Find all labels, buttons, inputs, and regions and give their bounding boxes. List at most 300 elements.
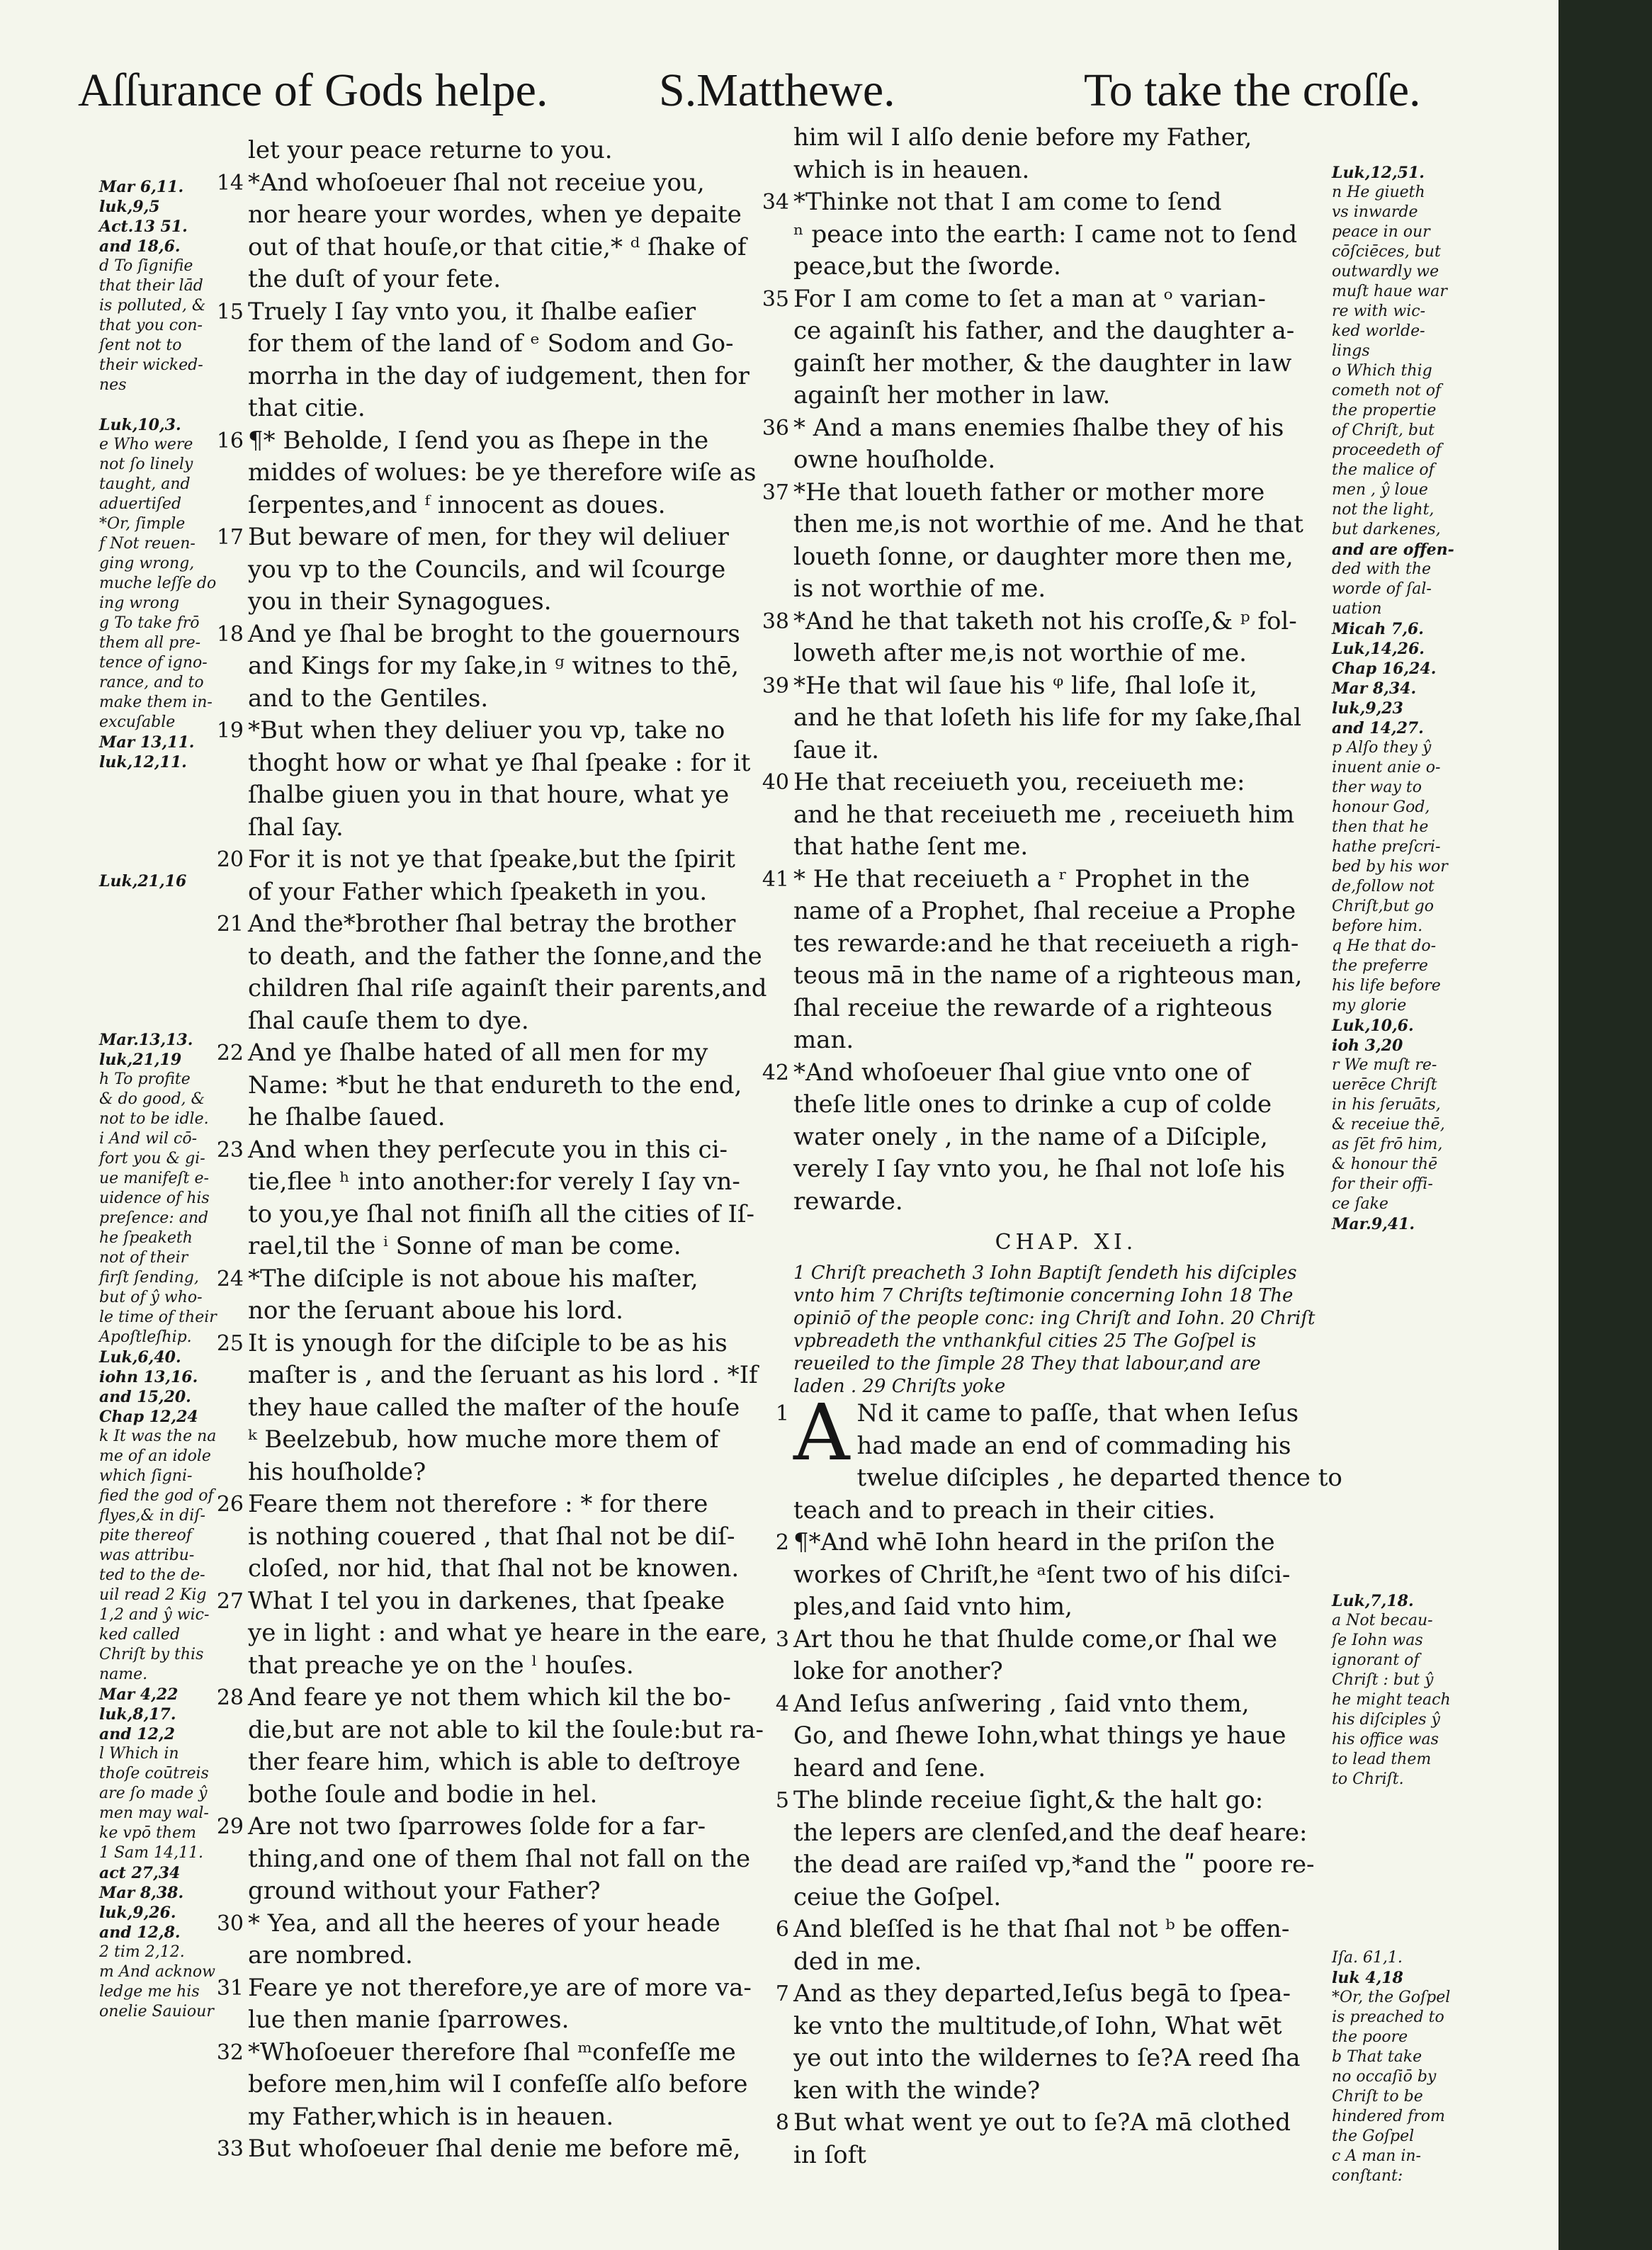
verse-number: 26 <box>216 1492 244 1517</box>
verse-text: out of that houſe,or that citie,* ᵈ ſhake of <box>248 232 747 261</box>
right-column-b-line <box>775 1398 1339 1430</box>
right-column-b-line <box>793 1430 1339 1463</box>
verse-number: 22 <box>216 1041 244 1065</box>
margin-note-line: his diſciples ŷ <box>1332 1711 1440 1729</box>
margin-note-line: g To take frō <box>99 614 200 632</box>
margin-note-line: rance, and to <box>99 674 204 691</box>
left-column-line <box>248 1359 793 1392</box>
margin-note-line: and 14,27. <box>1332 719 1424 737</box>
verse-text: loke for another? <box>793 1657 1003 1685</box>
verse-number: 31 <box>216 1975 244 2001</box>
margin-note-line <box>1332 1829 1488 1849</box>
margin-note-line: as ſēt frō him, <box>1332 1136 1443 1153</box>
header-center: S.Matthewe. <box>659 64 895 116</box>
margin-note-line: Chap 12,24 <box>99 1408 198 1426</box>
margin-note-line: is polluted, & <box>99 297 206 315</box>
margin-note-line: r We muſt re- <box>1332 1056 1437 1074</box>
margin-note-line: Luk,14,26. <box>1332 640 1425 658</box>
verse-number: 5 <box>775 1788 789 1813</box>
left-column-line <box>216 1134 793 1167</box>
verse-text: ples,and ſaid vnto him, <box>793 1593 1073 1621</box>
margin-note-line <box>1332 1571 1488 1591</box>
verse-text: in ſoft <box>793 2140 866 2169</box>
verse-text: *And whoſoeuer ſhal not receiue you, <box>248 168 705 197</box>
margin-note-line: luk,9,5 <box>99 198 160 216</box>
margin-note-line <box>1332 1432 1488 1452</box>
margin-note-line <box>1332 1294 1488 1313</box>
left-column-line <box>248 199 793 232</box>
margin-note-line: ging wrong, <box>99 555 195 572</box>
margin-note-line: o Which thig <box>1332 362 1432 380</box>
verse-text: they haue called the maſter of the houſe <box>248 1393 740 1422</box>
verse-text: cloſed, nor hid, that ſhal not be knowen. <box>248 1554 740 1583</box>
margin-note-line: he ſpeaketh <box>99 1229 193 1247</box>
margin-note-line: uation <box>1332 600 1382 618</box>
margin-note-line <box>1332 1492 1488 1512</box>
verse-text: thoght how or what ye ſhal ſpeake : for it <box>248 748 751 777</box>
margin-note-line: ue manifeſt e- <box>99 1170 209 1187</box>
margin-note-line: preſence: and <box>99 1209 209 1227</box>
verse-text: middes of wolues: be ye therefore wiſe as <box>248 458 757 487</box>
verse-text: Go, and ſhewe Iohn,what things ye haue <box>793 1722 1286 1750</box>
verse-number: 39 <box>762 673 789 699</box>
verse-text: man. <box>793 1026 854 1054</box>
verse-text: ded in me. <box>793 1947 922 1976</box>
margin-note-line: p Alſo they ŷ <box>1332 739 1432 757</box>
margin-note-line: not the light, <box>1332 501 1435 519</box>
margin-note-line: their wicked- <box>99 356 203 374</box>
right-column-b-line <box>793 1849 1339 1882</box>
margin-note-line <box>1332 1313 1488 1333</box>
margin-note-line: luk,9,26. <box>99 1904 176 1922</box>
margin-note-line: the Goſpel <box>1332 2127 1415 2145</box>
margin-note-line: h To profite <box>99 1070 191 1088</box>
left-column-line <box>248 2069 793 2101</box>
margin-note-line: for their offi- <box>1332 1175 1433 1193</box>
verse-text: rael,til the ⁱ Sonne of man be come. <box>248 1232 681 1260</box>
left-column-line <box>248 361 793 393</box>
margin-note-line: 1 Sam 14,11. <box>99 1844 204 1862</box>
left-column-line <box>216 1811 793 1843</box>
margin-note-line: is preached to <box>1332 2008 1444 2026</box>
margin-note-line: & receiue thē, <box>1332 1116 1445 1134</box>
margin-note-line: no occaſiō by <box>1332 2068 1437 2086</box>
verse-text: But beware of men, for they wil deliuer <box>248 523 729 551</box>
summary-line: opiniō of the people conc: ing Chriſt and Iohn. 20 Chriſt <box>793 1308 1316 1329</box>
verse-text: tes rewarde:and he that receiueth a righ- <box>793 929 1299 958</box>
verse-text: And ye ſhal be broght to the gouernours <box>248 619 740 648</box>
header-left: Aſſurance of Gods helpe. <box>78 64 548 116</box>
verse-text: die,but are not able to kil the ſoule:but ra- <box>248 1715 764 1744</box>
left-column-line <box>248 1199 793 1231</box>
left-column-line <box>248 1746 793 1779</box>
margin-note-line: Mar.9,41. <box>1332 1215 1415 1233</box>
margin-note-line <box>1332 1254 1488 1274</box>
left-column-line <box>248 1843 793 1876</box>
right-margin-notes <box>1332 163 1488 2186</box>
margin-note-line: ignorant of <box>1332 1651 1420 1669</box>
right-column-b-line <box>793 1591 1339 1624</box>
margin-note-line: pite thereof <box>99 1527 192 1544</box>
right-column-a-line <box>793 122 1339 154</box>
left-column-line <box>248 1553 793 1585</box>
verse-text: gainſt her mother, & the daughter in law <box>793 349 1292 378</box>
verse-text: twelue diſciples , he departed thence to <box>856 1464 1342 1492</box>
chapter-summary <box>793 1262 1339 1398</box>
left-column-line <box>248 264 793 296</box>
margin-note-line: m And acknow <box>99 1963 216 1981</box>
verse-text: that citie. <box>248 394 366 422</box>
margin-note-line <box>1332 1928 1488 1948</box>
verse-text: And feare ye not them which kil the bo- <box>248 1683 731 1712</box>
verse-number: 4 <box>775 1691 789 1717</box>
left-column-line <box>216 2133 793 2166</box>
verse-text: his houſholde? <box>248 1457 426 1486</box>
left-text-column <box>216 135 793 2166</box>
margin-note-line: n He giueth <box>1332 183 1425 201</box>
margin-note-line: men , ŷ loue <box>1332 481 1428 499</box>
verse-text: It is ynough for the diſciple to be as his <box>248 1328 728 1357</box>
right-column-a-line <box>793 928 1339 961</box>
right-column-b-line <box>793 1656 1339 1688</box>
right-column-a-line <box>793 1121 1339 1154</box>
margin-note-line: ce ſake <box>1332 1195 1388 1213</box>
verse-text: ᵏ Beelzebub, how muche more them of <box>248 1425 719 1454</box>
margin-note-line: Apoſtleſhip. <box>99 1328 192 1346</box>
margin-note-line: the malice of <box>1332 461 1435 479</box>
left-column-line <box>248 1392 793 1425</box>
left-column-line <box>216 167 793 200</box>
margin-note-line: muche leſſe do <box>99 575 217 592</box>
verse-text: that hathe ſent me. <box>793 832 1029 861</box>
margin-note-line: luk,21,19 <box>99 1051 182 1069</box>
verse-number: 24 <box>216 1266 244 1291</box>
left-column-line <box>248 812 793 844</box>
right-column-b-line <box>775 2107 1339 2139</box>
chapter-heading: CHAP. XI. <box>995 1230 1138 1255</box>
verse-text: children ſhal riſe againſt their parents,and <box>248 974 767 1002</box>
verse-text: to you,ye ſhal not finiſh all the cities of Iſ- <box>248 1199 754 1228</box>
verse-number: 35 <box>762 286 789 312</box>
verse-text: *Thinke not that I am come to ſend <box>793 188 1222 216</box>
left-column-line <box>248 1457 793 1489</box>
margin-note-line: 1,2 and ŷ wic- <box>99 1606 210 1624</box>
margin-note-line: fort you & gi- <box>99 1150 205 1168</box>
verse-text: rewarde. <box>793 1187 903 1216</box>
margin-note-line <box>99 971 248 990</box>
verse-text: ¶* Beholde, I ſend you as ſhepe in the <box>248 426 709 455</box>
verse-text: And when they perſecute you in this ci- <box>248 1135 728 1164</box>
verse-text: And Ieſus anſwering , ſaid vnto them, <box>793 1689 1250 1718</box>
right-column-a-line <box>793 219 1339 251</box>
verse-number: 16 <box>216 428 244 453</box>
verse-number: 36 <box>762 415 789 441</box>
margin-note-line: and 12,8. <box>99 1923 181 1942</box>
margin-note-line: to lead them <box>1332 1751 1432 1768</box>
right-column-b-line <box>793 1753 1339 1785</box>
margin-note-line: q He that do- <box>1332 937 1436 955</box>
verse-number: 30 <box>216 1911 244 1936</box>
verse-text: Truely I ſay vnto you, it ſhalbe eaſier <box>248 297 696 326</box>
right-column-a-line <box>793 799 1339 832</box>
left-column-line <box>216 1488 793 1521</box>
drop-cap: A <box>793 1387 850 1478</box>
verse-text: * He that receiueth a ʳ Prophet in the <box>793 864 1250 893</box>
verse-number: 8 <box>775 2110 789 2135</box>
verse-text: Feare ye not therefore,ye are of more va- <box>248 1973 752 2002</box>
verse-text: to death, and the father the ſonne,and the <box>248 942 762 971</box>
margin-note-line: Mar 8,34. <box>1332 679 1417 698</box>
margin-note-line: f Not reuen- <box>99 535 196 553</box>
verse-number: 28 <box>216 1685 244 1710</box>
verse-text: *And he that taketh not his croſſe,& ᵖ fol- <box>793 606 1297 635</box>
verse-number: 38 <box>762 609 789 634</box>
verse-text: and to the Gentiles. <box>248 684 489 713</box>
right-column-a-line <box>793 444 1339 477</box>
margin-note-line: e Who were <box>99 436 193 453</box>
right-column-a-line <box>762 186 1339 219</box>
left-column-line <box>248 650 793 683</box>
left-column-line <box>248 1650 793 1683</box>
margin-note-line: Luk,10,3. <box>99 416 181 434</box>
margin-note-line: luk 4,18 <box>1332 1969 1403 1987</box>
right-column-a-line <box>762 1057 1339 1090</box>
verse-text: tie,flee ʰ into another:for verely I ſay vn- <box>248 1168 740 1196</box>
verse-text: loweth after me,is not worthie of me. <box>793 639 1247 667</box>
right-column-b-line <box>793 1495 1339 1527</box>
verse-text: *But when they deliuer you vp, take no <box>248 716 725 745</box>
margin-note-line: make them in- <box>99 694 213 711</box>
margin-note-line <box>1332 1869 1488 1889</box>
verse-text: is nothing couered , that ſhal not be diſ- <box>248 1522 735 1551</box>
margin-note-line: Chap 16,24. <box>1332 660 1437 678</box>
margin-note-line: are ſo made ŷ <box>99 1785 208 1802</box>
verse-text: ye out into the wildernes to ſe?A reed ſha <box>793 2044 1301 2072</box>
right-column-b-line <box>793 2042 1339 2075</box>
margin-note-line: ded with the <box>1332 560 1432 578</box>
verse-text: you in their Synagogues. <box>248 587 552 616</box>
verse-text: *The diſciple is not aboue his maſter, <box>248 1264 698 1293</box>
right-column-b-line <box>793 2075 1339 2108</box>
margin-note-line: ioh 3,20 <box>1332 1036 1403 1055</box>
margin-note-line: l Which in <box>99 1745 179 1763</box>
margin-note-line: Mar.13,13. <box>99 1031 193 1049</box>
right-column-b-line <box>793 1720 1339 1753</box>
verse-text: let your peace returne to you. <box>248 136 613 164</box>
left-column-line <box>248 973 793 1005</box>
margin-note-line: de,follow not <box>1332 878 1435 895</box>
margin-note-line <box>1332 1551 1488 1571</box>
margin-note-line: but of ŷ who- <box>99 1289 203 1306</box>
margin-note-line: muſt haue war <box>1332 283 1447 300</box>
margin-note-line: to Chriſt. <box>1332 1770 1404 1788</box>
margin-note-line <box>1332 1512 1488 1532</box>
margin-note-line: he might teach <box>1332 1691 1451 1709</box>
margin-note-line <box>1332 1909 1488 1928</box>
verse-text: workes of Chriſt,he ᵃſent two of his diſci- <box>793 1560 1291 1589</box>
margin-note-line: which ſigni- <box>99 1467 193 1485</box>
margin-note-line: inuent anie o- <box>1332 759 1441 776</box>
margin-note-line: thoſe coūtreis <box>99 1765 209 1782</box>
margin-note-line: cōſciēces, but <box>1332 243 1441 261</box>
verse-text: are nombred. <box>248 1941 413 1969</box>
verse-text: Name: *but he that endureth to the end, <box>248 1070 742 1099</box>
summary-line: reueiled to the ſimple 28 They that labour,and are <box>793 1353 1261 1374</box>
verse-text: for them of the land of ᵉ Sodom and Go- <box>248 329 734 358</box>
margin-note-line: Micah 7,6. <box>1332 620 1424 638</box>
verse-number: 6 <box>775 1917 789 1942</box>
margin-note-line: ing wrong <box>99 594 180 612</box>
margin-note-line: not to be idle. <box>99 1110 209 1128</box>
margin-note-line: flyes,& in diſ- <box>99 1507 205 1525</box>
margin-note-line <box>1332 1452 1488 1472</box>
verse-text: Nd it came to paſſe, that when Ieſus <box>856 1399 1299 1428</box>
verse-text: ſhal cauſe them to dye. <box>248 1006 529 1035</box>
right-column-a-line <box>762 670 1339 703</box>
margin-note-line: ked worlde- <box>1332 322 1425 340</box>
margin-note-line <box>1332 1790 1488 1809</box>
margin-note-line: aduertiſed <box>99 495 182 513</box>
verse-text: you vp to the Councils, and wil ſcourge <box>248 555 726 584</box>
margin-note-line: re with wic- <box>1332 303 1426 320</box>
verse-text: bothe ſoule and bodie in hel. <box>248 1780 598 1809</box>
margin-note-line: and are offen- <box>1332 541 1454 559</box>
left-column-line <box>248 1166 793 1199</box>
right-column-a-line <box>793 960 1339 993</box>
left-column-line <box>248 1875 793 1908</box>
verse-number: 20 <box>216 847 244 872</box>
verse-number: 41 <box>762 866 789 892</box>
left-column-line <box>216 618 793 651</box>
margin-note-line: Chriſt,but go <box>1332 898 1434 915</box>
verse-number: 42 <box>762 1060 789 1085</box>
margin-note-line: ſe Iohn was <box>1332 1632 1423 1649</box>
margin-note-line: that you con- <box>99 317 203 334</box>
margin-note-line <box>1332 1393 1488 1413</box>
margin-note-line: Chriſt to be <box>1332 2088 1423 2105</box>
left-column-line <box>248 1005 793 1038</box>
right-column-b-line <box>775 1624 1339 1656</box>
margin-note-line: not ſo linely <box>99 456 193 473</box>
right-column-part-b <box>775 1387 1342 2171</box>
verse-number: 32 <box>216 2040 244 2065</box>
left-column-line <box>216 2037 793 2069</box>
margin-note-line: excuſable <box>99 713 176 731</box>
verse-number: 17 <box>216 525 244 550</box>
margin-note-line: Mar 4,22 <box>99 1685 179 1704</box>
margin-note-line: Luk,6,40. <box>99 1348 181 1367</box>
verse-text: he ſhalbe ſaued. <box>248 1103 446 1131</box>
margin-note-line: Mar 6,11. <box>99 178 184 196</box>
verse-number: 14 <box>216 170 244 196</box>
margin-note-line <box>99 951 248 971</box>
margin-note-line: Chriſt by this <box>99 1646 204 1663</box>
verse-text: * And a mans enemies ſhalbe they of his <box>793 413 1284 442</box>
left-column-line <box>248 1295 793 1328</box>
margin-note-line: Mar 13,11. <box>99 733 195 752</box>
margin-note-line: his life before <box>1332 977 1441 995</box>
summary-line: laden . 29 Chriſts yoke <box>793 1376 1006 1397</box>
verse-text: had made an end of commading his <box>856 1431 1291 1460</box>
left-column-line <box>216 1263 793 1296</box>
right-column-b-line <box>793 1817 1339 1850</box>
margin-note-line: Iſa. 61,1. <box>1332 1949 1403 1967</box>
margin-note-line: uil read 2 Kig <box>99 1586 207 1604</box>
margin-note-line: vs inwarde <box>1332 203 1418 221</box>
verse-text: and he that receiueth me , receiueth him <box>793 800 1295 829</box>
right-column-a-line <box>793 541 1339 574</box>
margin-note-line: fied the god of <box>99 1487 214 1505</box>
verse-text: And as they departed,Ieſus begā to ſpea- <box>793 1979 1291 2008</box>
verse-text: *He that loueth father or mother more <box>793 477 1265 507</box>
verse-text: ſaue it. <box>793 735 880 764</box>
verse-text: and he that loſeth his life for my ſake,ſhal <box>793 703 1301 732</box>
margin-note-line: Luk,7,18. <box>1332 1592 1414 1610</box>
verse-number: 40 <box>762 770 789 795</box>
margin-note-line <box>99 395 248 415</box>
left-column-line <box>216 1585 793 1618</box>
verse-text: But whoſoeuer ſhal denie me before mē, <box>248 2135 741 2163</box>
left-column-line <box>248 554 793 587</box>
margin-note-line: was attribu- <box>99 1547 195 1564</box>
right-column-a-line <box>793 993 1339 1025</box>
margin-note-line: but darkenes, <box>1332 521 1441 538</box>
margin-note-line: k It was the na <box>99 1428 217 1445</box>
left-column-line <box>248 1617 793 1650</box>
right-column-a-line <box>762 864 1339 896</box>
verse-text: ceiue the Goſpel. <box>793 1882 1002 1911</box>
margin-note-line: ted to the de- <box>99 1566 205 1584</box>
margin-note-line: worde of ſal- <box>1332 580 1432 598</box>
margin-note-line: *Or, the Goſpel <box>1332 1989 1451 2006</box>
summary-line: vnto him 7 Chriſts teſtimonie concerning Iohn 18 The <box>793 1285 1294 1306</box>
verse-number: 34 <box>762 190 789 215</box>
verse-text: before men,him wil I confeſſe alſo before <box>248 2070 748 2098</box>
right-column-a-line <box>793 1024 1339 1057</box>
verse-text: ſhal ſay. <box>248 813 344 842</box>
margin-note-line: before him. <box>1332 917 1423 935</box>
left-column-line <box>216 296 793 329</box>
margin-note-line: c A man in- <box>1332 2147 1421 2165</box>
verse-text: But what went ye out to ſe?A mā clothed <box>793 2108 1291 2137</box>
header-right: To take the croſſe. <box>1084 64 1421 116</box>
margin-note-line: the preferre <box>1332 957 1428 975</box>
margin-note-line <box>1332 1373 1488 1393</box>
verse-text: the lepers are clenſed,and the deaf heare: <box>793 1818 1308 1847</box>
right-column-b-line <box>793 1559 1339 1592</box>
right-column-a-line <box>762 412 1339 445</box>
verse-text: For it is not ye that ſpeake,but the ſpirit <box>248 845 735 874</box>
margin-note-line: Luk,21,16 <box>99 872 187 891</box>
margin-note-line: onelie Sauiour <box>99 2003 214 2020</box>
verse-number: 1 <box>775 1401 789 1426</box>
margin-note-line: then that he <box>1332 818 1429 836</box>
running-header <box>78 43 1421 128</box>
margin-note-line: that their lād <box>99 277 203 295</box>
verse-text: ground without your Father? <box>248 1877 601 1905</box>
verse-text: * Yea, and all the heeres of your heade <box>248 1909 720 1938</box>
right-column-b-line <box>793 1946 1339 1979</box>
verse-number: 29 <box>216 1814 244 1839</box>
margin-note-line: ledge me his <box>99 1983 200 2001</box>
verse-text: teach and to preach in their cities. <box>793 1496 1216 1525</box>
verse-text: And the*brother ſhal betray the brother <box>248 910 736 938</box>
left-column-line <box>248 586 793 618</box>
right-text-column <box>762 122 1342 2171</box>
verse-text: lue then manie ſparrowes. <box>248 2006 570 2034</box>
verse-number: 3 <box>775 1627 789 1652</box>
verse-number: 37 <box>762 480 789 505</box>
